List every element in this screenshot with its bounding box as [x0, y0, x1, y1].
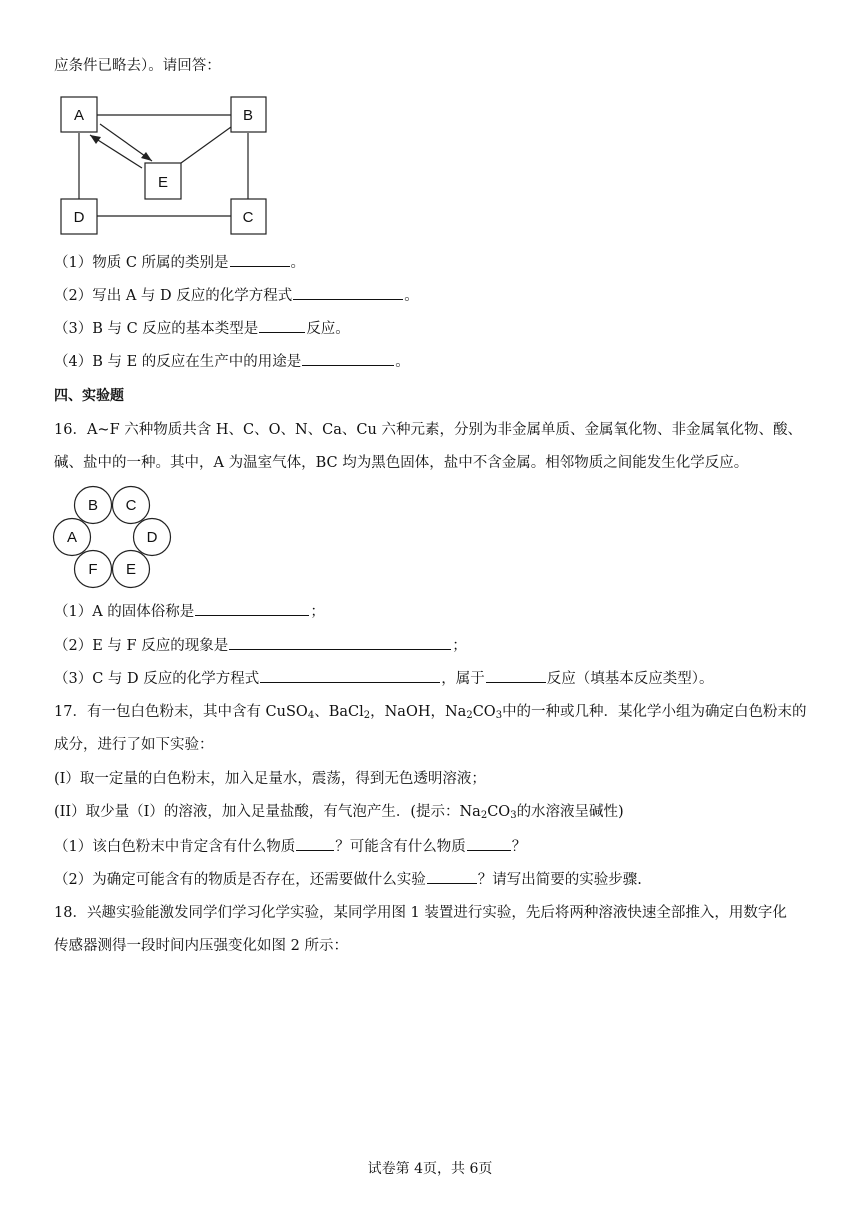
- circle-B: B: [87, 497, 99, 514]
- q15-part2: （2）写出 A 与 D 反应的化学方程式 。: [54, 285, 806, 306]
- q15-part1: （1）物质 C 所属的类别是 。: [54, 252, 806, 273]
- circle-A: A: [66, 529, 78, 546]
- q17-part1: （1）该白色粉末中肯定含有什么物质 ？可能含有什么物质 ？: [54, 836, 806, 857]
- q17-stem-line1: 17．有一包白色粉末，其中含有 CuSO$_4$、BaCl$_2$，NaOH，$Na_2CO_3$中的一种或几种．某化学小组为确定白色粉末的: [54, 704, 807, 721]
- node-B: B: [242, 107, 254, 124]
- node-A: A: [73, 107, 85, 124]
- q17-step2: (II）取少量（I）的溶液，加入足量盐酸，有气泡产生．(提示：$Na_2CO_3$的水溶液呈碱性): [54, 804, 624, 821]
- node-D: D: [73, 209, 85, 226]
- node-E: E: [157, 174, 169, 191]
- q16-part2: （2）E 与 F 反应的现象是 ；: [54, 635, 806, 656]
- circle-ring-diagram: [0, 0, 860, 600]
- q18-line2: 传感器测得一段时间内压强变化如图 2 所示：: [54, 938, 348, 954]
- q17-step1: (I）取一定量的白色粉末，加入足量水，震荡，得到无色透明溶液；: [54, 771, 486, 787]
- q16-stem-line1: 16．A~F 六种物质共含 H、C、O、N、Ca、Cu 六种元素，分别为非金属单质、金属氧化物、非金属氧化物、酸、: [54, 422, 802, 438]
- q16-part1: （1）A 的固体俗称是 ；: [54, 601, 806, 622]
- q15-part3: （3）B 与 C 反应的基本类型是 反应。: [54, 318, 806, 339]
- q16-part3: （3）C 与 D 反应的化学方程式 ，属于 反应（填基本反应类型）。: [54, 668, 806, 689]
- node-C: C: [242, 209, 254, 226]
- q17-part2: （2）为确定可能含有的物质是否存在，还需要做什么实验 ？请写出简要的实验步骤.: [54, 869, 806, 890]
- q15-part4: （4）B 与 E 的反应在生产中的用途是 。: [54, 351, 806, 372]
- circle-C: C: [125, 497, 137, 514]
- intro-tail: 应条件已略去）。请回答：: [54, 58, 221, 74]
- circle-D: D: [146, 529, 158, 546]
- section-heading: 四、实验题: [54, 388, 124, 404]
- circle-E: E: [125, 561, 137, 578]
- q16-stem-line2: 碱、盐中的一种。其中，A 为温室气体，BC 均为黑色固体，盐中不含金属。相邻物质之间能发生化学反应。: [54, 455, 749, 471]
- circle-F: F: [88, 561, 98, 578]
- page-footer: 试卷第 4页，共 6页: [367, 1161, 493, 1177]
- q18-line1: 18．兴趣实验能激发同学们学习化学实验，某同学用图 1 装置进行实验，先后将两种溶液快速全部推入，用数字化: [54, 905, 787, 921]
- q17-stem-line2: 成分，进行了如下实验：: [54, 737, 214, 753]
